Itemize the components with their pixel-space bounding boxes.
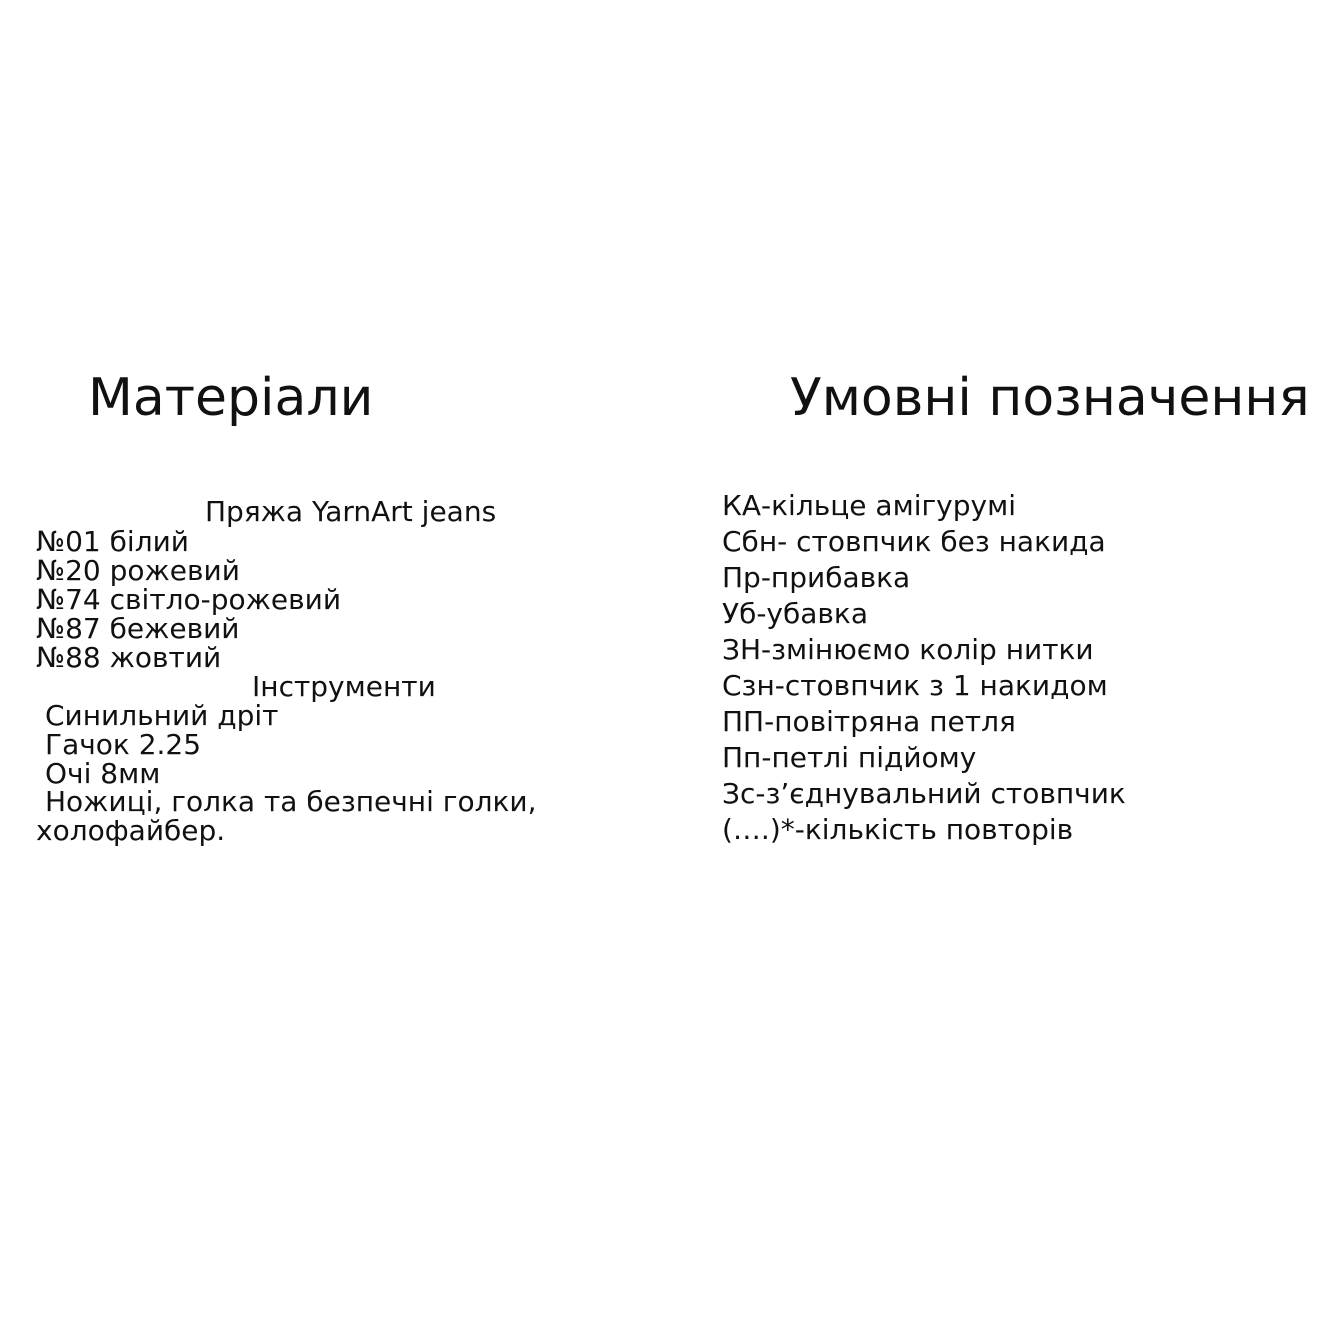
- legend-list: [722, 488, 1126, 848]
- legend-item: Пр-прибавка: [722, 561, 911, 594]
- yarn-color-item: №88 жовтий: [36, 641, 222, 674]
- legend-title: Умовні позначення: [790, 368, 1310, 428]
- legend-item: ЗН-змінюємо колір нитки: [722, 633, 1094, 666]
- tools-heading: Інструменти: [252, 670, 436, 703]
- legend-item: Уб-убавка: [722, 597, 869, 630]
- yarn-color-item: №20 рожевий: [36, 554, 240, 587]
- yarn-heading: Пряжа YarnArt jeans: [205, 495, 497, 528]
- tool-item: Очі 8мм: [45, 757, 161, 790]
- legend-item: КА-кільце амігурумі: [722, 489, 1016, 522]
- tool-item: Синильний дріт: [45, 699, 279, 732]
- legend-item: Сзн-стовпчик з 1 накидом: [722, 669, 1108, 702]
- yarn-color-item: №74 світло-рожевий: [36, 583, 342, 616]
- yarn-color-item: №01 білий: [36, 525, 189, 558]
- yarn-color-item: №87 бежевий: [36, 612, 240, 645]
- tool-item-continuation: холофайбер.: [36, 814, 226, 847]
- legend-item: Сбн- стовпчик без накида: [722, 525, 1106, 558]
- tool-item: Ножиці, голка та безпечні голки,: [45, 785, 537, 818]
- legend-item: Зс-з’єднувальний стовпчик: [722, 777, 1126, 810]
- materials-title: Матеріали: [88, 368, 374, 428]
- legend-item: Пп-петлі підйому: [722, 741, 977, 774]
- tool-item: Гачок 2.25: [45, 728, 202, 761]
- legend-item: (….)*-кількість повторів: [722, 813, 1074, 846]
- legend-item: ПП-повітряна петля: [722, 705, 1016, 738]
